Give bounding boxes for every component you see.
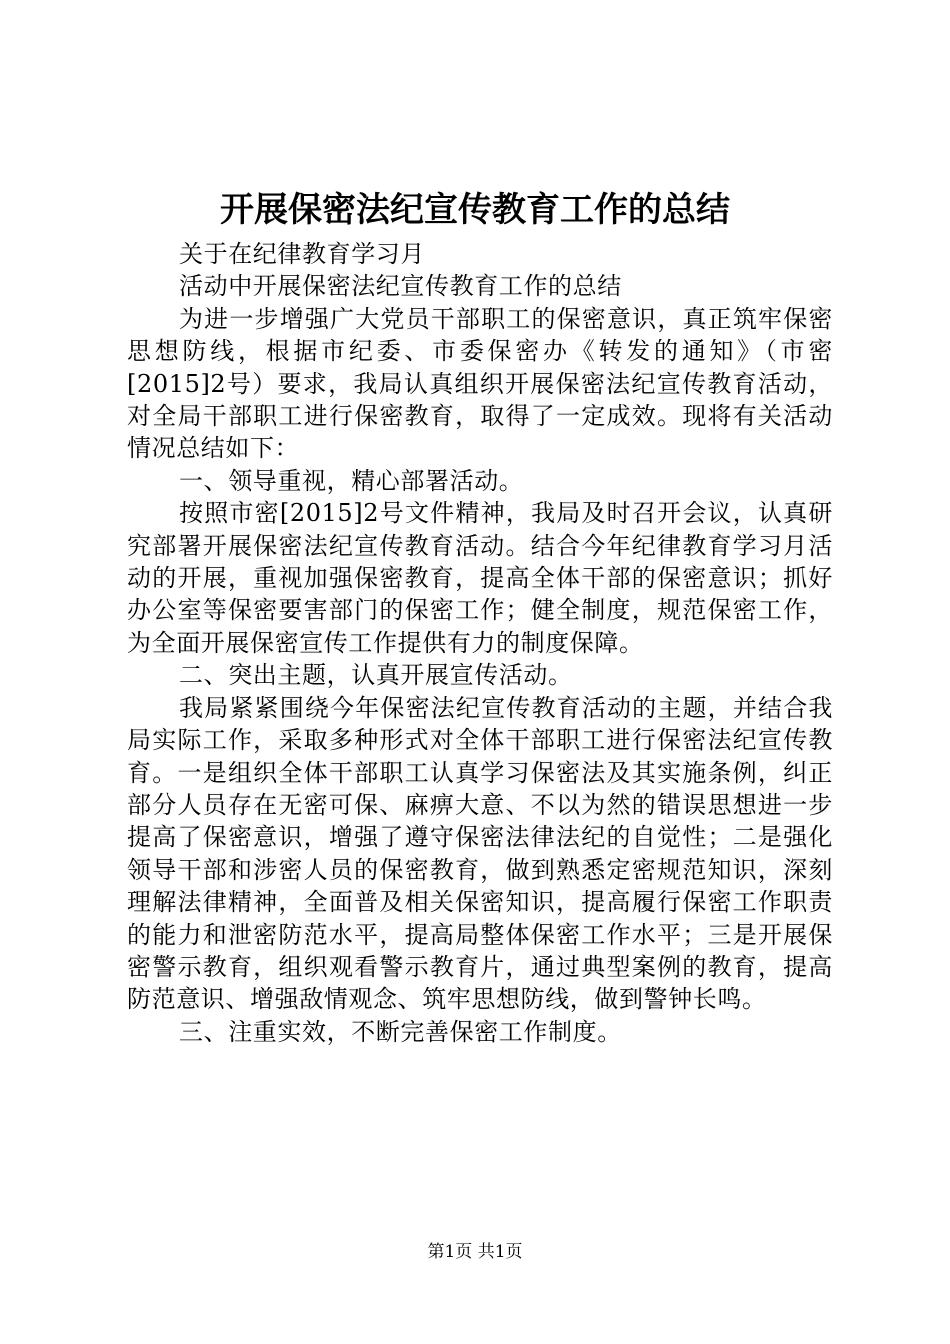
page-number-footer: 第1页 共1页 xyxy=(427,1242,523,1262)
section-heading-2: 二、突出主题，认真开展宣传活动。 xyxy=(179,661,573,690)
subtitle-line-1: 关于在纪律教育学习月 xyxy=(179,240,425,268)
document-title: 开展保密法纪宣传教育工作的总结 xyxy=(220,190,730,230)
document-body xyxy=(127,238,833,1048)
section-paragraph-2: 我局紧紧围绕今年保密法纪宣传教育活动的主题，并结合我局实际工作，采取多种形式对全体干部职工进行保密法纪宣传教育。一是组织全体干部职工认真学习保密法及其实施条例，纠正部分人员存在无密可保、麻痹大意、不以为然的错误思想进一步提高了保密意识，增强了遵守保密法律法纪的自觉性；二是强化领导干部和涉密人员的保密教育，做到熟悉定密规范知识，深刻理解法律精神，全面普及相关保密知识，提高履行保密工作职责的能力和泄密防范水平，提高局整体保密工作水平；三是开展保密警示教育，组织观看警示教育片，通过典型案例的教育，提高防范意识、增强敌情观念、筑牢思想防线，做到警钟长鸣。 xyxy=(127,693,833,1014)
intro-paragraph: 为进一步增强广大党员干部职工的保密意识，真正筑牢保密思想防线，根据市纪委、市委保密办《转发的通知》（市密[2015]2号）要求，我局认真组织开展保密法纪宣传教育活动，对全局干部职工进行保密教育，取得了一定成效。现将有关活动情况总结如下： xyxy=(127,304,833,463)
subtitle-line-2: 活动中开展保密法纪宣传教育工作的总结 xyxy=(179,272,622,301)
section-heading-1: 一、领导重视，精心部署活动。 xyxy=(179,466,524,495)
section-paragraph-1: 按照市密[2015]2号文件精神，我局及时召开会议，认真研究部署开展保密法纪宣传教育活动。结合今年纪律教育学习月活动的开展，重视加强保密教育，提高全体干部的保密意识；抓好办公室等保密要害部门的保密工作；健全制度，规范保密工作，为全面开展保密宣传工作提供有力的制度保障。 xyxy=(127,499,833,657)
section-heading-3: 三、注重实效，不断完善保密工作制度。 xyxy=(179,1017,622,1046)
